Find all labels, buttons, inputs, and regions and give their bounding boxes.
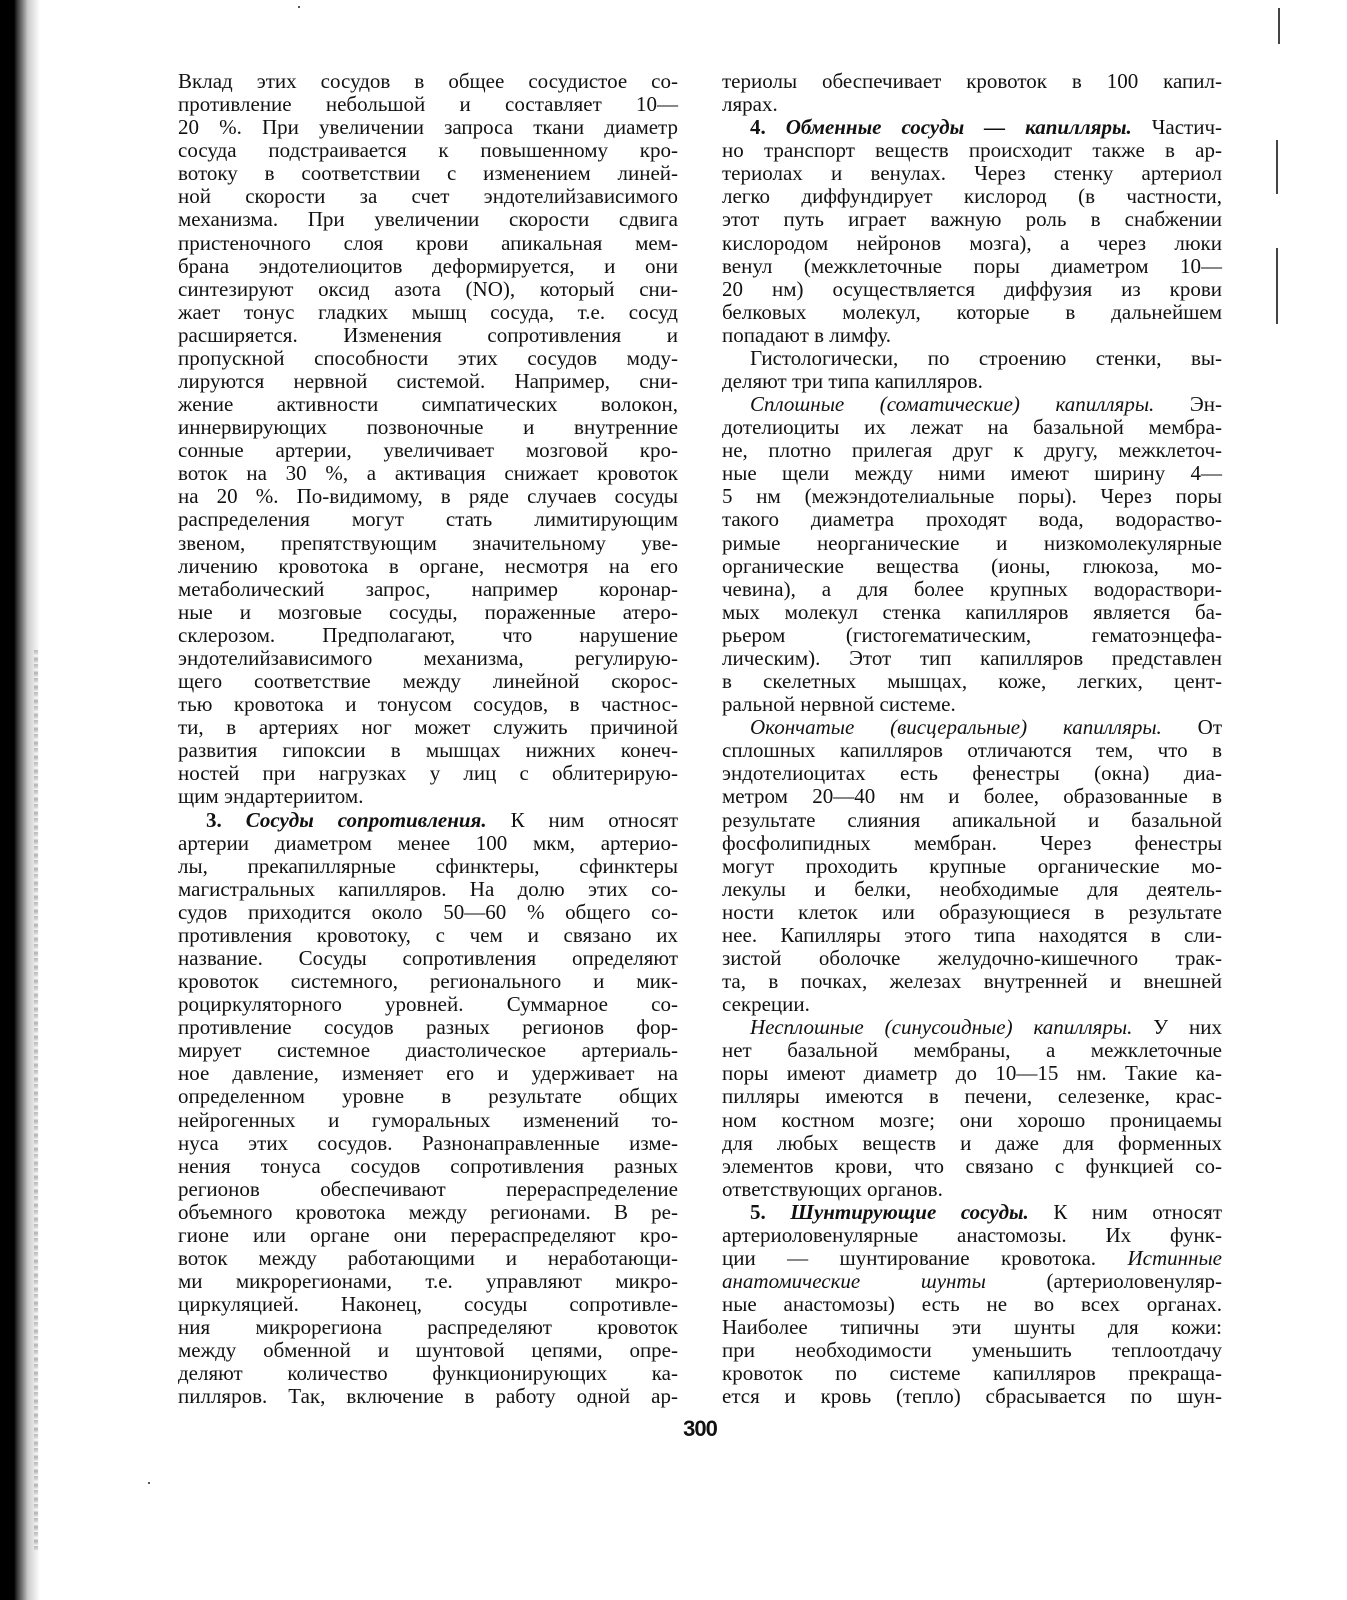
text-line: не, плотно прилегая друг к другу, межклеточ- — [722, 438, 1222, 463]
text-line: та, в почках, железах внутренней и внешней — [722, 969, 1222, 994]
text-line: лекулы и белки, необходимые для деятель- — [722, 876, 1222, 901]
section-title: Обменные сосуды — капилляры. — [785, 115, 1132, 140]
text-line: легко диффундирует кислород (в частности, — [722, 184, 1222, 209]
text-line: эндотелийзависимого механизма, регулирую- — [178, 645, 678, 670]
scan-margin-mark — [1276, 248, 1278, 324]
text-line: жение активности симпатических волокон, — [178, 392, 678, 417]
text-line: личению кровотока в органе, несмотря на его — [178, 553, 678, 578]
left-text-column — [178, 70, 678, 1409]
text-line: нее. Капилляры этого типа находятся в сли- — [722, 922, 1222, 947]
text-line: для любых веществ и даже для форменных — [722, 1130, 1222, 1155]
fenestrated-capillaries-heading-line — [722, 716, 1222, 739]
subsection-title: Несплошные (синусоидные) капилляры. — [750, 1015, 1133, 1040]
text-line: между обменной и шунтовой цепями, опре- — [178, 1338, 678, 1363]
text-line: ные и мозговые сосуды, пораженные атеро- — [178, 599, 678, 624]
text-line: ральной нервной системе. — [722, 692, 956, 717]
text-run: От — [1197, 715, 1222, 740]
text-line: кровоток по системе капилляров прекраща- — [722, 1361, 1222, 1386]
text-line: развития гипоксии в мышцах нижних конеч- — [178, 738, 678, 763]
text-line: на 20 %. По-видимому, в ряде случаев сосуды — [178, 484, 678, 509]
text-line: белковых молекул, которые в дальнейшем — [722, 299, 1222, 324]
text-run: Частич- — [1151, 115, 1223, 140]
text-line: магистральных капилляров. На долю этих со- — [178, 876, 678, 901]
text-line: ми микрорегионами, т.е. управляют микро- — [178, 1269, 678, 1294]
text-line: судов приходится около 50—60 % общего со- — [178, 899, 678, 924]
text-line: органические вещества (ионы, глюкоза, мо- — [722, 553, 1222, 578]
text-line: Вклад этих сосудов в общее сосудистое со- — [178, 69, 678, 93]
text-line: могут проходить крупные органические мо- — [722, 853, 1222, 878]
true-shunts-line — [722, 1247, 1222, 1270]
text-line: расширяется. Изменения сопротивления и — [178, 322, 678, 347]
text-line: вотоку в соответствии с изменением линей- — [178, 161, 678, 186]
text-line: тью кровотока и тонусом сосудов, в частнос- — [178, 692, 678, 717]
text-line: 20 %. При увеличении запроса ткани диаметр — [178, 115, 678, 140]
text-line: склерозом. Предполагают, что нарушение — [178, 622, 678, 647]
text-run: (артериоловенуляр- — [1046, 1269, 1222, 1294]
scan-margin-mark — [1278, 8, 1280, 44]
text-line: циркуляцией. Наконец, сосуды сопротивле- — [178, 1292, 678, 1317]
text-line: щим эндартериитом. — [178, 784, 364, 809]
text-line: ется и кровь (тепло) сбрасывается по шун- — [722, 1384, 1222, 1409]
section-number: 4. — [750, 115, 766, 140]
text-line: кислородом нейронов мозга), а через люки — [722, 230, 1222, 255]
text-line: кровоток системного, регионального и мик- — [178, 969, 678, 994]
text-line: лярах. — [722, 92, 778, 117]
text-line: зистой оболочке желудочно-кишечного трак- — [722, 945, 1222, 970]
text-line: противления кровотоку, с чем и связано их — [178, 922, 678, 947]
sinusoid-capillaries-heading-line — [722, 1016, 1222, 1039]
text-line: секреции. — [722, 992, 810, 1017]
section-5-heading-line — [722, 1201, 1222, 1224]
text-line: этот путь играет важную роль в снабжении — [722, 207, 1222, 232]
text-line: деляют количество функционирующих ка- — [178, 1361, 678, 1386]
text-line: териолах и венулах. Через стенку артериол — [722, 161, 1222, 186]
text-line: рьером (гистогематическим, гематоэнцефа- — [722, 622, 1222, 647]
text-line: распределения могут стать лимитирующим — [178, 507, 678, 532]
section-number: 3. — [206, 807, 222, 832]
text-line: жает тонус гладких мышц сосуда, т.е. сосуд — [178, 299, 678, 324]
text-line: пропускной способности этих сосудов моду- — [178, 345, 678, 370]
text-line: метром 20—40 нм и более, образованные в — [722, 784, 1222, 809]
text-line: механизма. При увеличении скорости сдвига — [178, 207, 678, 232]
text-line: териолы обеспечивает кровоток в 100 капил- — [722, 69, 1222, 93]
text-line: противление сосудов разных регионов фор- — [178, 1015, 678, 1040]
solid-capillaries-heading-line — [722, 393, 1222, 416]
term-italic: анатомические шунты — [722, 1269, 986, 1294]
scan-speck — [298, 6, 300, 8]
text-line: ответствующих органов. — [722, 1176, 943, 1201]
text-line: воток на 30 %, а активация снижает кровоток — [178, 461, 678, 486]
text-line: Гистологически, по строению стенки, вы- — [750, 345, 1222, 370]
text-line: ное давление, изменяет его и удерживает на — [178, 1061, 678, 1086]
text-line: римые неорганические и низкомолекулярные — [722, 530, 1222, 555]
text-line: пристеночного слоя крови апикальная мем- — [178, 230, 678, 255]
text-line: ные щели между ними имеют ширину 4— — [722, 461, 1222, 486]
text-line: ной скорости за счет эндотелийзависимого — [178, 184, 678, 209]
text-line: роциркуляторного уровней. Суммарное со- — [178, 992, 678, 1017]
text-line: пилляры имеются в печени, селезенке, крас- — [722, 1084, 1222, 1109]
text-line: мирует системное диастолическое артериаль- — [178, 1038, 678, 1063]
text-line: чевина), а для более крупных водораствори- — [722, 576, 1222, 601]
text-line: название. Сосуды сопротивления определяют — [178, 945, 678, 970]
text-line: ности клеток или образующиеся в результате — [722, 899, 1222, 924]
text-line: объемного кровотока между регионами. В ре- — [178, 1199, 678, 1224]
text-run: У них — [1153, 1015, 1222, 1040]
text-line: ностей при нагрузках у лиц с облитерирую- — [178, 761, 678, 786]
text-line: щего соответствие между линейной скорос- — [178, 669, 678, 694]
text-line: сплошных капилляров отличаются тем, что в — [722, 738, 1222, 763]
text-line: иннервирующих позвоночные и внутренние — [178, 415, 678, 440]
text-line: определенном уровне в результате общих — [178, 1084, 678, 1109]
text-run: Эн- — [1189, 392, 1222, 417]
right-text-column — [722, 70, 1222, 1409]
scan-margin-mark — [1276, 140, 1278, 194]
term-italic: Истинные — [1127, 1245, 1222, 1270]
text-line: метаболический запрос, например коронар- — [178, 576, 678, 601]
text-line: при необходимости уменьшить теплоотдачу — [722, 1338, 1222, 1363]
text-line: 20 нм) осуществляется диффузия из крови — [722, 276, 1222, 301]
text-line: ном костном мозге; они хорошо проницаемы — [722, 1107, 1222, 1132]
text-line: звеном, препятствующим значительному уве- — [178, 530, 678, 555]
text-line: брана эндотелиоцитов деформируется, и они — [178, 253, 678, 278]
text-line: гионе или органе они перераспределяют кро- — [178, 1222, 678, 1247]
text-line: попадают в лимфу. — [722, 322, 892, 347]
text-line: сонные артерии, увеличивает мозговой кро- — [178, 438, 678, 463]
text-line: ния микрорегиона распределяют кровоток — [178, 1315, 678, 1340]
section-3-heading-line — [178, 809, 678, 832]
text-line: результате слияния апикальной и базальной — [722, 807, 1222, 832]
text-run: К ним относят — [1053, 1199, 1223, 1224]
text-line: противление небольшой и составляет 10— — [178, 92, 678, 117]
text-line: нения тонуса сосудов сопротивления разных — [178, 1153, 678, 1178]
text-line: воток между работающими и неработающи- — [178, 1245, 678, 1270]
text-line: деляют три типа капилляров. — [722, 369, 983, 394]
text-line: поры имеют диаметр до 10—15 нм. Такие ка- — [722, 1061, 1222, 1086]
text-run: ции — шунтирование кровотока. — [722, 1245, 1097, 1270]
text-line: ные анастомозы) есть не во всех органах. — [722, 1292, 1222, 1317]
subsection-title: Сплошные (соматические) капилляры. — [750, 392, 1155, 417]
text-line: эндотелиоцитах есть фенестры (окна) диа- — [722, 761, 1222, 786]
text-line: дотелиоциты их лежат на базальной мембра- — [722, 415, 1222, 440]
text-line: сосуда подстраивается к повышенному кро- — [178, 138, 678, 163]
text-line: лическим). Этот тип капилляров представлен — [722, 645, 1222, 670]
text-line: нуса этих сосудов. Разнонаправленные изме- — [178, 1130, 678, 1155]
text-line: но транспорт веществ происходит также в ар- — [722, 138, 1222, 163]
section-title: Сосуды сопротивления. — [245, 807, 487, 832]
scan-edge-noise — [34, 650, 38, 1550]
text-line: артериоловенулярные анастомозы. Их функ- — [722, 1222, 1222, 1247]
text-line: 5 нм (межэндотелиальные поры). Через поры — [722, 484, 1222, 509]
text-line: артерии диаметром менее 100 мкм, артерио- — [178, 830, 678, 855]
text-line: мых молекул стенка капилляров является ба- — [722, 599, 1222, 624]
true-shunts-line-2 — [722, 1270, 1222, 1293]
text-line: пилляров. Так, включение в работу одной ар- — [178, 1384, 678, 1409]
section-number: 5. — [750, 1199, 766, 1224]
scan-speck — [148, 1482, 150, 1484]
text-line: фосфолипидных мембран. Через фенестры — [722, 830, 1222, 855]
section-title: Шунтирующие сосуды. — [790, 1199, 1029, 1224]
section-4-heading-line — [722, 116, 1222, 139]
text-run: К ним относят — [510, 807, 679, 832]
text-line: лируются нервной системой. Например, сни- — [178, 369, 678, 394]
text-line: в скелетных мышцах, коже, легких, цент- — [722, 669, 1222, 694]
text-line: ти, в артериях ног может служить причиной — [178, 715, 678, 740]
text-line: синтезируют оксид азота (NO), который сни- — [178, 276, 678, 301]
text-line: регионов обеспечивают перераспределение — [178, 1176, 678, 1201]
text-line: такого диаметра проходят вода, водораство- — [722, 507, 1222, 532]
subsection-title: Окончатые (висцеральные) капилляры. — [750, 715, 1162, 740]
text-line: нет базальной мембраны, а межклеточные — [722, 1038, 1222, 1063]
text-line: венул (межклеточные поры диаметром 10— — [722, 253, 1222, 278]
text-line: лы, прекапиллярные сфинктеры, сфинктеры — [178, 853, 678, 878]
text-line: элементов крови, что связано с функцией со- — [722, 1153, 1222, 1178]
text-line: Наиболее типичны эти шунты для кожи: — [722, 1315, 1222, 1340]
page-number: 300 — [683, 1416, 717, 1441]
text-line: нейрогенных и гуморальных изменений то- — [178, 1107, 678, 1132]
